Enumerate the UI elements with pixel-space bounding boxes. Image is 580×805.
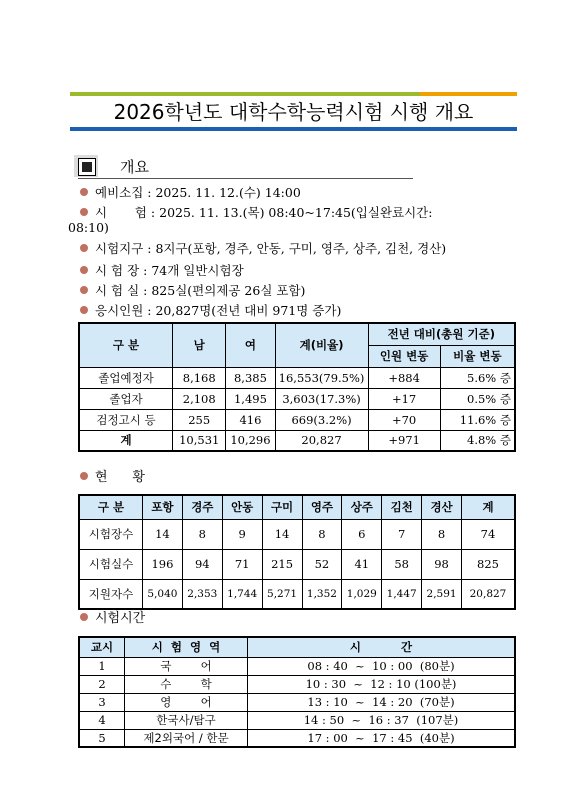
section-header <box>78 156 413 179</box>
cell: +70 <box>368 409 440 430</box>
cell: 255 <box>173 409 226 430</box>
title-bar-green <box>70 92 420 96</box>
cell: 20,827 <box>275 430 368 451</box>
section-title: 개요 <box>120 158 149 176</box>
cell: 영 어 <box>125 693 248 711</box>
table-row <box>79 388 515 409</box>
table-row-total <box>79 430 515 451</box>
header-cell: 포항 <box>143 495 183 519</box>
header-total: 계(비율) <box>275 323 368 367</box>
cell: 3,603(17.3%) <box>275 388 368 409</box>
header-ratio: 비율 변동 <box>440 345 515 367</box>
cell: 4.8% 증 <box>440 430 515 451</box>
bullet-icon <box>80 286 88 294</box>
cell: 1,447 <box>382 579 422 609</box>
cell: 졸업예정자 <box>79 367 173 388</box>
cell: 10,531 <box>173 430 226 451</box>
cell: 0.5% 증 <box>440 388 515 409</box>
cell: 1,495 <box>226 388 275 409</box>
cell: 13 : 10 ~ 14 : 20 (70분) <box>248 693 516 711</box>
table-row <box>79 409 515 430</box>
cell: 계 <box>79 430 173 451</box>
cell: 3 <box>79 693 125 711</box>
bullet-icon <box>80 244 88 252</box>
header-cell: 구미 <box>262 495 302 519</box>
exam-schedule-table <box>78 636 516 748</box>
header-cell: 상주 <box>342 495 382 519</box>
cell: 검정고시 등 <box>79 409 173 430</box>
cell: 1 <box>79 657 125 675</box>
header-female: 여 <box>226 323 275 367</box>
table-row <box>79 549 515 579</box>
cell: 14 : 50 ~ 16 : 37 (107분) <box>248 711 516 729</box>
header-cell: 영주 <box>302 495 342 519</box>
cell: 2,591 <box>422 579 462 609</box>
cell: +971 <box>368 430 440 451</box>
cell: 98 <box>422 549 462 579</box>
cell: 17 : 00 ~ 17 : 45 (40분) <box>248 729 516 747</box>
info-line-district: 시험지구 : 8지구(포항, 경주, 안동, 구미, 영주, 상주, 김천, 경산) <box>80 240 446 258</box>
header-cell: 안동 <box>222 495 262 519</box>
cell: 8,168 <box>173 367 226 388</box>
header-cell: 교시 <box>79 637 125 657</box>
cell: 11.6% 증 <box>440 409 515 430</box>
cell: 41 <box>342 549 382 579</box>
cell: 1,029 <box>342 579 382 609</box>
cell: 지원자수 <box>79 579 143 609</box>
info-line-briefing: 예비소집 : 2025. 11. 12.(수) 14:00 <box>80 184 301 202</box>
cell: 2,353 <box>182 579 222 609</box>
bullet-icon <box>80 472 88 480</box>
table-row <box>79 657 515 675</box>
table-row <box>79 519 515 549</box>
cell: 58 <box>382 549 422 579</box>
bullet-icon <box>80 188 88 196</box>
cell: 8,385 <box>226 367 275 388</box>
cell: 제2외국어 / 한문 <box>125 729 248 747</box>
header-cell: 김천 <box>382 495 422 519</box>
cell: 한국사/탐구 <box>125 711 248 729</box>
bullet-icon <box>80 266 88 274</box>
table-row <box>79 729 515 747</box>
cell: 669(3.2%) <box>275 409 368 430</box>
bullet-icon <box>80 208 88 216</box>
cell: 196 <box>143 549 183 579</box>
info-line-applicants: 응시인원 : 20,827명(전년 대비 971명 증가) <box>80 302 341 320</box>
cell: 2,108 <box>173 388 226 409</box>
cell: 9 <box>222 519 262 549</box>
table-row <box>79 693 515 711</box>
cell: 8 <box>422 519 462 549</box>
header-male: 남 <box>173 323 226 367</box>
cell: 8 <box>302 519 342 549</box>
cell: 8 <box>182 519 222 549</box>
header-cell: 시 험 영 역 <box>125 637 248 657</box>
cell: 71 <box>222 549 262 579</box>
cell: 16,553(79.5%) <box>275 367 368 388</box>
table-row <box>79 579 515 609</box>
cell: 94 <box>182 549 222 579</box>
header-cell: 계 <box>462 495 516 519</box>
cell: 14 <box>262 519 302 549</box>
info-line-venue: 시 험 장 : 74개 일반시험장 <box>80 262 244 280</box>
info-line-exam-cont: 08:10) <box>68 220 109 235</box>
square-marker-icon <box>78 158 96 176</box>
info-line-exam: 시 험 : 2025. 11. 13.(목) 08:40~17:45(입실완료시간: <box>80 204 432 222</box>
cell: 08 : 40 ~ 10 : 00 (80분) <box>248 657 516 675</box>
cell: 5,271 <box>262 579 302 609</box>
cell: 1,352 <box>302 579 342 609</box>
cell: 시험장수 <box>79 519 143 549</box>
cell: 수 학 <box>125 675 248 693</box>
title-bar-blue <box>70 127 517 131</box>
cell: 5 <box>79 729 125 747</box>
header-gubun: 구 분 <box>79 323 173 367</box>
cell: 52 <box>302 549 342 579</box>
header-cell: 경주 <box>182 495 222 519</box>
bullet-icon <box>80 306 88 314</box>
applicant-table <box>78 322 516 452</box>
cell: 1,744 <box>222 579 262 609</box>
cell: 졸업자 <box>79 388 173 409</box>
subheading-status: 현 황 <box>80 466 145 485</box>
cell: +17 <box>368 388 440 409</box>
cell: 74 <box>462 519 516 549</box>
table-row <box>79 675 515 693</box>
cell: 10 : 30 ~ 12 : 10 (100분) <box>248 675 516 693</box>
cell: 14 <box>143 519 183 549</box>
district-status-table <box>78 494 516 610</box>
header-change: 인원 변동 <box>368 345 440 367</box>
cell: 5.6% 증 <box>440 367 515 388</box>
table-row <box>79 367 515 388</box>
title-bar-orange <box>420 92 517 96</box>
table-row <box>79 711 515 729</box>
cell: 2 <box>79 675 125 693</box>
page-title: 2026학년도 대학수학능력시험 시행 개요 <box>113 100 474 124</box>
cell: 4 <box>79 711 125 729</box>
cell: 6 <box>342 519 382 549</box>
cell: 10,296 <box>226 430 275 451</box>
header-cell: 구 분 <box>79 495 143 519</box>
cell: 시험실수 <box>79 549 143 579</box>
subheading-exam-time: 시험시간 <box>80 607 145 626</box>
bullet-icon <box>80 613 88 621</box>
header-cell: 경산 <box>422 495 462 519</box>
cell: 416 <box>226 409 275 430</box>
info-line-rooms: 시 험 실 : 825실(편의제공 26실 포함) <box>80 282 305 300</box>
cell: 825 <box>462 549 516 579</box>
cell: 5,040 <box>143 579 183 609</box>
cell: 국 어 <box>125 657 248 675</box>
cell: +884 <box>368 367 440 388</box>
cell: 215 <box>262 549 302 579</box>
header-compare: 전년 대비(총원 기준) <box>368 323 515 345</box>
header-cell: 시 간 <box>248 637 516 657</box>
cell: 20,827 <box>462 579 516 609</box>
cell: 7 <box>382 519 422 549</box>
